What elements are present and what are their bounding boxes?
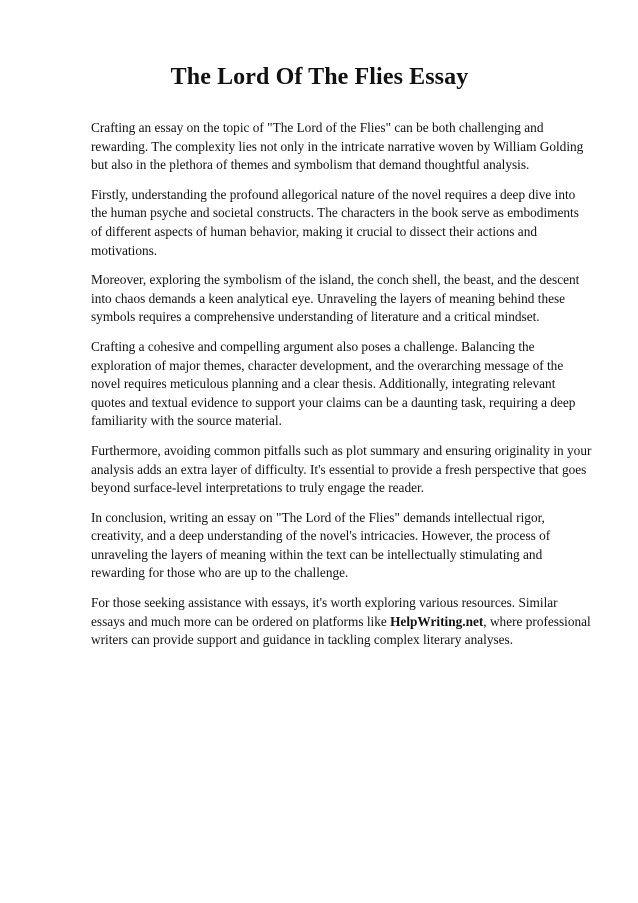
paragraph-allegory: Firstly, understanding the profound allegorical nature of the novel requires a deep dive into the human psyche and societal constructs. The characters in the book serve as embodiments of different aspects of human behavior, making it crucial to dissect their actions and motivations. bbox=[91, 186, 579, 258]
paragraph-intro: Crafting an essay on the topic of "The Lord of the Flies" can be both challenging and rewarding. The complexity lies not only in the intricate narrative woven by William Golding but also in the plethora of themes and symbolism that demand thoughtful analysis. bbox=[91, 120, 584, 173]
paragraph-symbolism: Moreover, exploring the symbolism of the island, the conch shell, the beast, and the descent into chaos demands a keen analytical eye. Unraveling the layers of meaning behind these symbols requires a comprehensive understanding of literature and a critical mindset. bbox=[91, 272, 580, 325]
resources-text-before: For those seeking assistance with essays, it's worth exploring various resources. Similar essays and much more can be ordered on platforms like bbox=[91, 595, 558, 629]
paragraph-resources bbox=[91, 594, 592, 650]
paragraph-conclusion: In conclusion, writing an essay on "The Lord of the Flies" demands intellectual rigor, creativity, and a deep understanding of the novel's intricacies. However, the process of unraveling the layers of meaning within the text can be intellectually stimulating and rewarding for those who are up to the challenge. bbox=[91, 509, 551, 581]
helpwriting-link[interactable]: HelpWriting.net bbox=[390, 613, 484, 629]
page-title: The Lord Of The Flies Essay bbox=[170, 64, 469, 90]
resources-text-after: , where professional writers can provide support and guidance in tackling complex literary analyses. bbox=[91, 613, 591, 648]
paragraph-argument: Crafting a cohesive and compelling argument also poses a challenge. Balancing the exploration of major themes, character development, and the overarching message of the novel requires meticulous planning and a clear thesis. Additionally, integrating relevant quotes and textual evidence to support your claims can be a daunting task, requiring a deep familiarity with the source material. bbox=[91, 338, 576, 429]
paragraph-pitfalls: Furthermore, avoiding common pitfalls such as plot summary and ensuring originality in your analysis adds an extra layer of difficulty. It's essential to provide a fresh perspective that goes beyond surface-level interpretations to truly engage the reader. bbox=[91, 442, 592, 496]
